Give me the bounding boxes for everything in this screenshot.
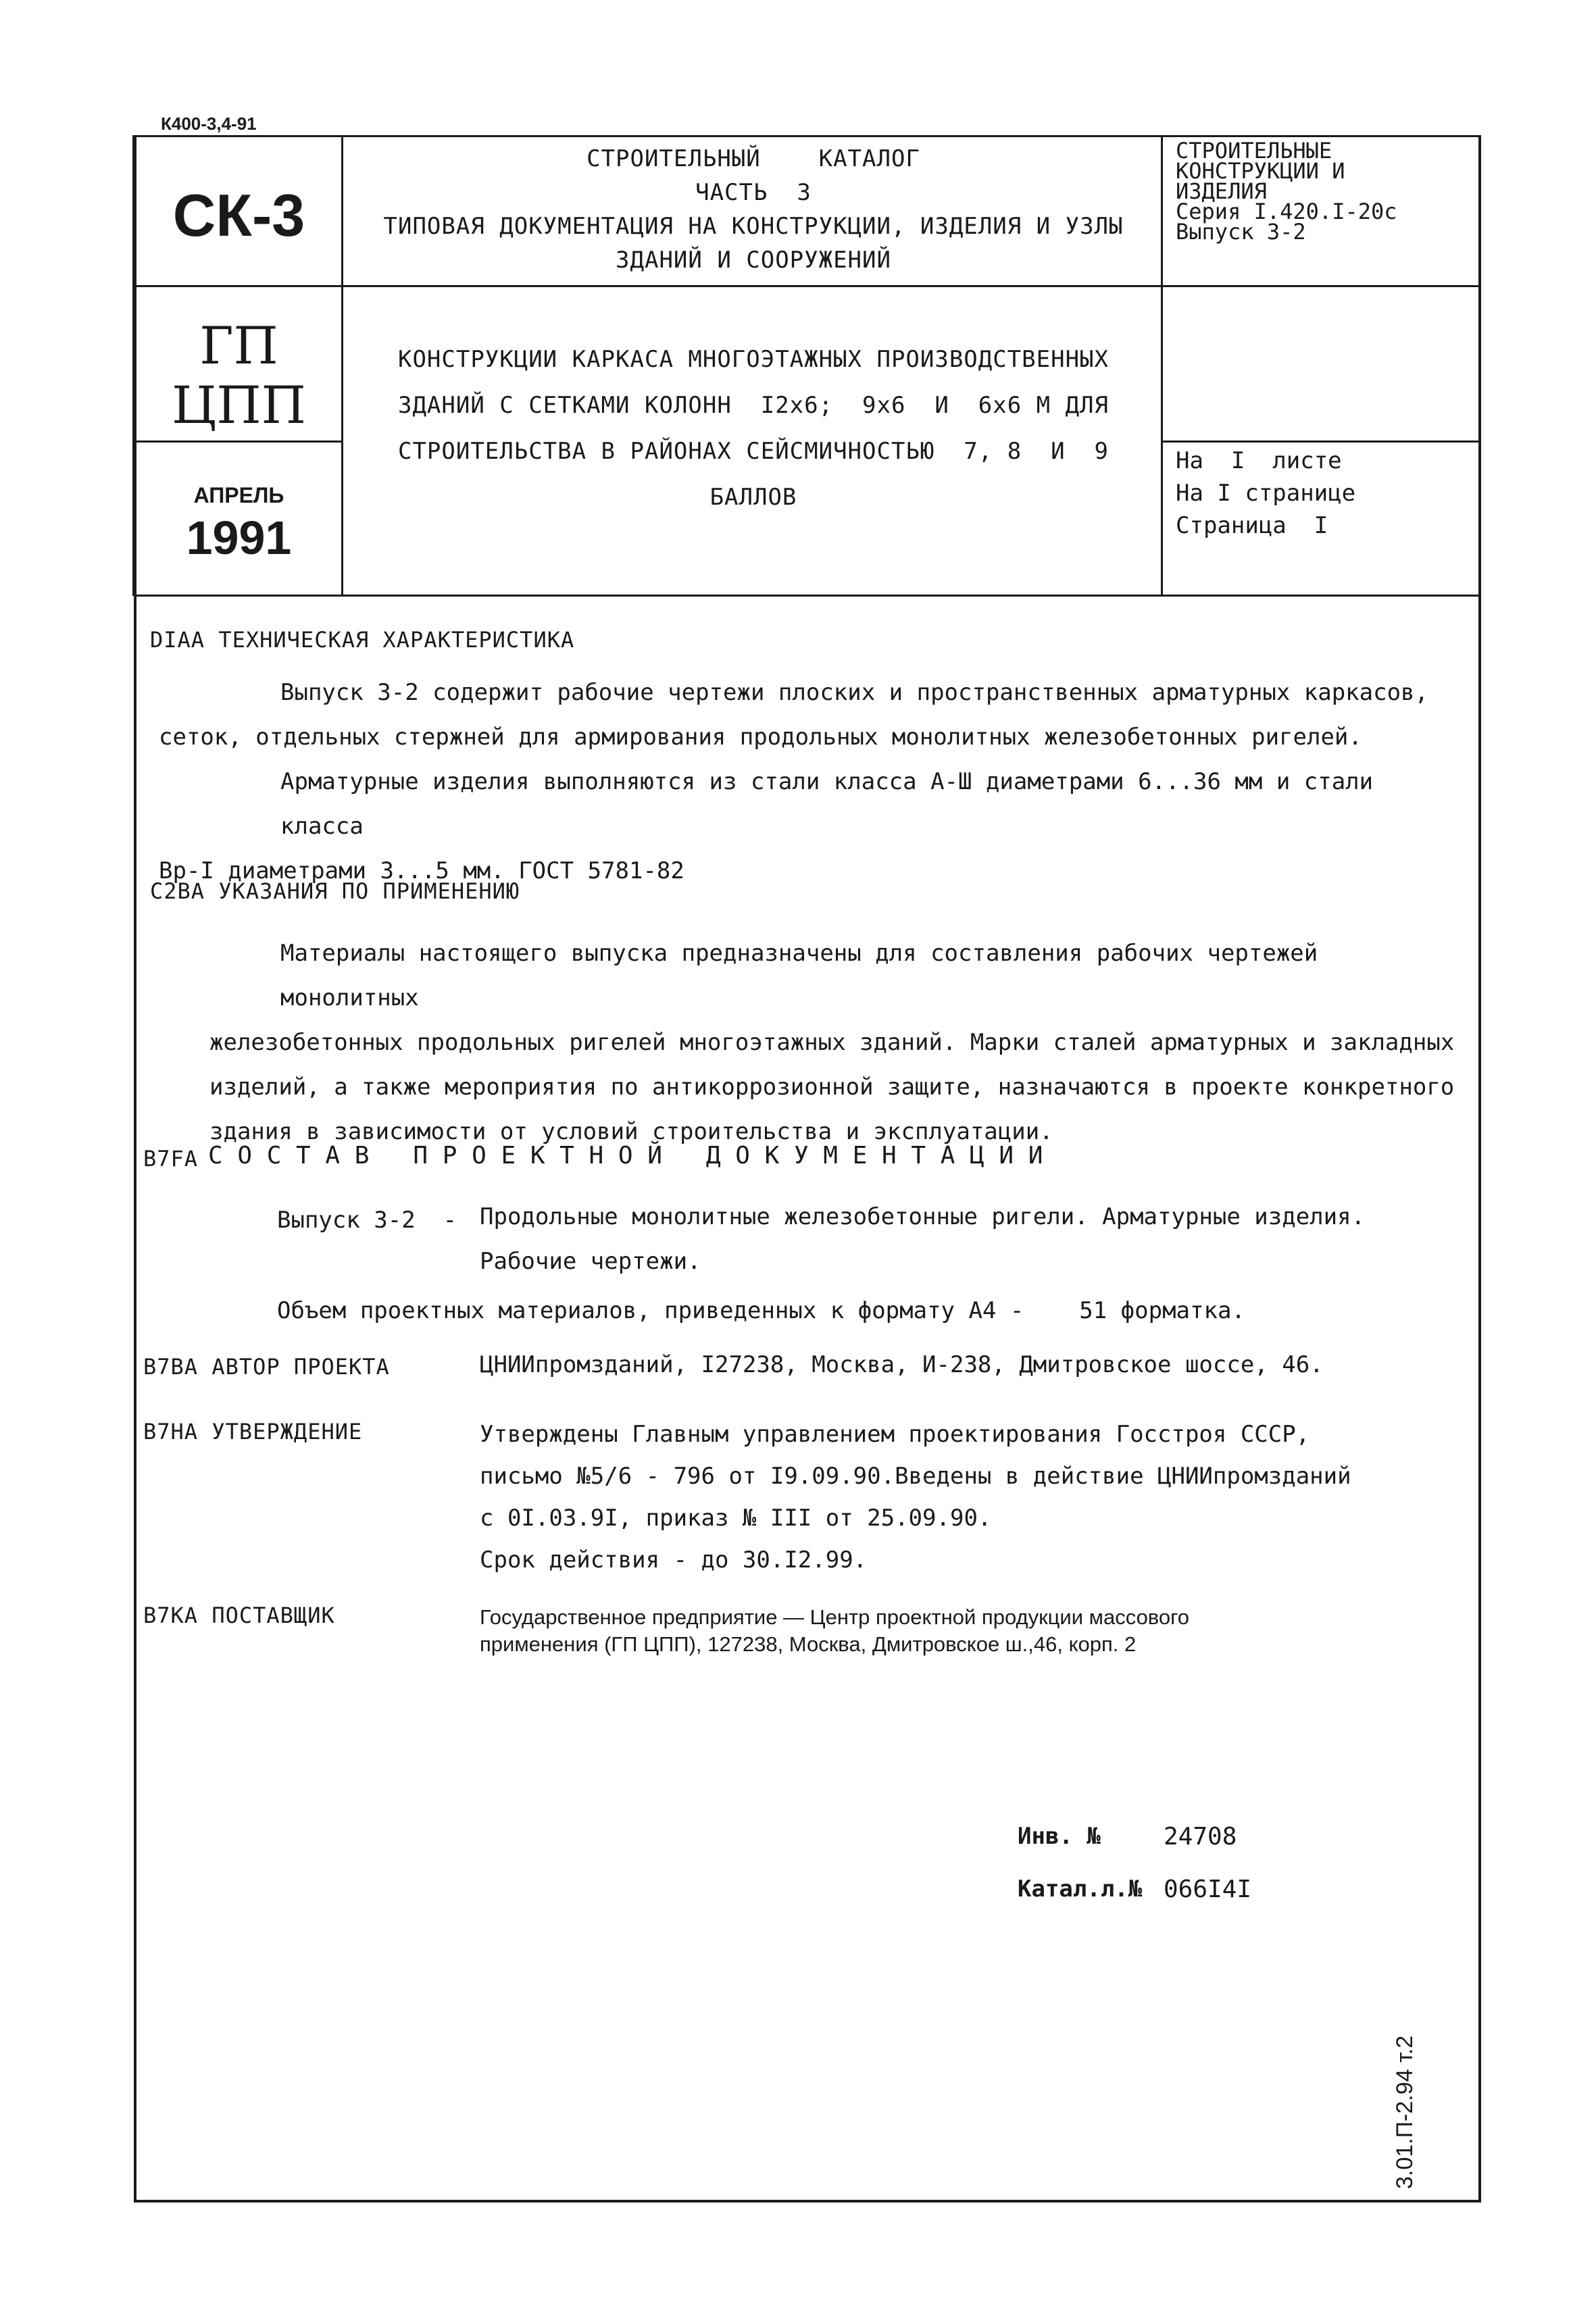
composition-volume: Объем проектных материалов, приведенных к формату А4 - 51 форматка.	[277, 1297, 1245, 1324]
section-tech-title: DIAA ТЕХНИЧЕСКАЯ ХАРАКТЕРИСТИКА	[150, 627, 575, 653]
catalog-sheet-label: Катал.л.№	[1018, 1876, 1143, 1903]
composition-issue-text	[480, 1194, 1460, 1284]
section-composition-title: С О С Т А В П Р О Е К Т Н О Й Д О К У М Е Н Т А Ц И И	[208, 1142, 1043, 1169]
issue-month: АПРЕЛЬ	[193, 483, 284, 507]
document-title-line: СТРОИТЕЛЬСТВА В РАЙОНАХ СЕЙСМИЧНОСТЬЮ 7, 8 И 9	[397, 438, 1109, 465]
body-line: Рабочие чертежи.	[480, 1248, 701, 1275]
section-usage-title: C2BA УКАЗАНИЯ ПО ПРИМЕНЕНИЮ	[150, 878, 520, 904]
series-line: СТРОИТЕЛЬНЫЕ	[1176, 138, 1332, 164]
issue-number: Выпуск 3-2	[1176, 219, 1306, 245]
sheet-line: На I странице	[1176, 480, 1356, 507]
composition-issue-label: Выпуск 3-2 -	[277, 1207, 457, 1234]
body-line: письмо №5/6 - 796 от I9.09.90.Введены в действие ЦНИИпромзданий	[480, 1463, 1351, 1490]
catalog-title-line: СТРОИТЕЛЬНЫЙ КАТАЛОГ	[587, 145, 920, 172]
header-right-divider	[1161, 135, 1163, 596]
body-line: применения (ГП ЦПП), 127238, Москва, Дмитровское ш.,46, корп. 2	[480, 1632, 1137, 1656]
inventory-value: 24708	[1164, 1823, 1237, 1851]
body-line: железобетонных продольных ригелей многоэтажных зданий. Марки сталей арматурных и закладных	[209, 1029, 1455, 1056]
series-number: Серия I.420.I-20с	[1176, 199, 1397, 224]
header-left-mid-divider	[134, 441, 343, 443]
section-composition-code: B7FA	[143, 1146, 199, 1172]
catalog-sheet-value: 066I4I	[1164, 1876, 1252, 1903]
body-line: Утверждены Главным управлением проектирования Госстроя СССР,	[480, 1421, 1310, 1448]
author-text: ЦНИИпромзданий, I27238, Москва, И-238, Дмитровское шоссе, 46.	[480, 1351, 1324, 1378]
body-line: Государственное предприятие — Центр проектной продукции массового	[480, 1605, 1190, 1629]
body-line: Арматурные изделия выполняются из стали класса А-Ш диаметрами 6...36 мм и стали класса	[280, 768, 1374, 840]
org-badge-line: ГП	[199, 316, 278, 376]
document-title-line: КОНСТРУКЦИИ КАРКАСА МНОГОЭТАЖНЫХ ПРОИЗВОДСТВЕННЫХ	[397, 346, 1109, 373]
org-badge-line: ЦПП	[172, 375, 306, 435]
catalog-badge: СК-3	[172, 182, 305, 249]
body-line: Материалы настоящего выпуска предназначены для составления рабочих чертежей монолитных	[280, 940, 1318, 1011]
sheet-line: Страница I	[1176, 512, 1328, 539]
series-line: ИЗДЕЛИЯ	[1176, 178, 1267, 204]
body-line: сеток, отдельных стержней для армирования продольных монолитных железобетонных ригелей.	[159, 724, 1362, 751]
body-line: Вр-I диаметрами 3...5 мм. ГОСТ 5781-82	[159, 857, 684, 884]
body-line: здания в зависимости от условий строительства и эксплуатации.	[209, 1118, 1053, 1145]
body-line: Продольные монолитные железобетонные ригели. Арматурные изделия.	[480, 1203, 1366, 1230]
catalog-title-line: ТИПОВАЯ ДОКУМЕНТАЦИЯ НА КОНСТРУКЦИИ, ИЗДЕЛИЯ И УЗЛЫ	[383, 213, 1124, 240]
section-tech-body	[159, 670, 1463, 893]
section-author-title: B7BA АВТОР ПРОЕКТА	[143, 1354, 390, 1380]
catalog-title-line: ЗДАНИЙ И СООРУЖЕНИЙ	[616, 247, 891, 274]
document-title-line: ЗДАНИЙ С СЕТКАМИ КОЛОНН I2х6; 9х6 И 6х6 М ДЛЯ	[397, 392, 1109, 419]
issue-year: 1991	[186, 511, 292, 564]
series-block	[1176, 138, 1473, 245]
org-badge	[136, 316, 341, 435]
section-approval-title: B7HA УТВЕРЖДЕНИЕ	[143, 1419, 363, 1444]
section-supplier-title: B7KA ПОСТАВЩИК	[143, 1603, 335, 1628]
catalog-title-block	[351, 142, 1155, 277]
header-right-mid-divider	[1161, 441, 1481, 443]
body-line: с 0I.03.9I, приказ № III от 25.09.90.	[480, 1505, 992, 1532]
header-top-line	[134, 135, 1481, 137]
series-line: КОНСТРУКЦИИ И	[1176, 158, 1345, 184]
document-title-block	[351, 336, 1155, 520]
body-line: изделий, а также мероприятия по антикоррозионной защите, назначаются в проекте конкретного	[209, 1074, 1455, 1101]
section-usage-body	[209, 931, 1466, 1154]
catalog-title-line: ЧАСТЬ 3	[695, 179, 812, 206]
sheet-info	[1176, 445, 1473, 542]
approval-text	[480, 1413, 1460, 1581]
body-line: Срок действия - до 30.I2.99.	[480, 1546, 868, 1574]
header-left-divider	[341, 135, 343, 596]
sheet-line: На I листе	[1176, 447, 1342, 474]
document-code: К400-3,4-91	[161, 114, 257, 134]
body-line: Выпуск 3-2 содержит рабочие чертежи плоских и пространственных арматурных каркасов,	[280, 679, 1428, 706]
inventory-label: Инв. №	[1018, 1823, 1101, 1850]
header-bottom-line	[134, 595, 1481, 597]
side-stamp: 3.01.П-2.94 т.2	[1392, 2035, 1418, 2189]
document-title-line: БАЛЛОВ	[709, 484, 797, 511]
supplier-text	[480, 1604, 1460, 1658]
header-row-divider	[134, 285, 1481, 287]
